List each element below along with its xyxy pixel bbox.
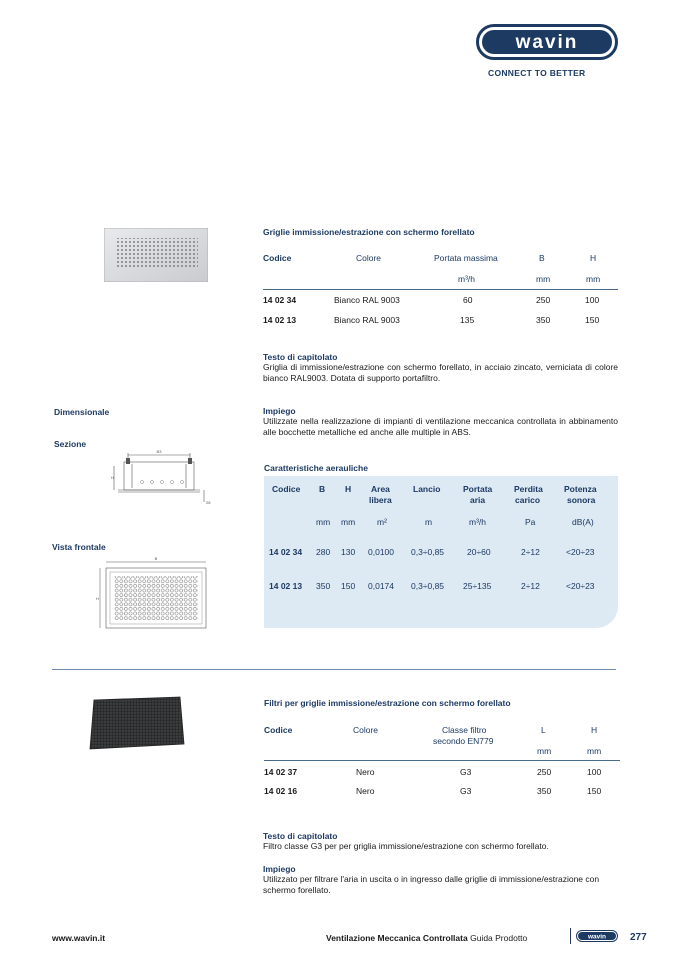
s2-row2-codice: 14 02 16: [264, 786, 298, 796]
aero-r2-lancio: 0,3÷0,85: [411, 581, 445, 591]
logo-text: wavin: [515, 32, 579, 53]
s1-header-h: H: [590, 253, 597, 263]
aero-h-portata-1: Portata: [463, 484, 493, 494]
aero-h-potenza-1: Potenza: [564, 484, 597, 494]
s2-row1-h: 100: [587, 767, 602, 777]
s1-row2-h: 150: [585, 315, 600, 325]
s1-header-b: B: [539, 253, 545, 263]
aero-h-portata-2: aria: [470, 495, 486, 505]
aero-r2-perdita: 2÷12: [521, 581, 540, 591]
s1-row2-codice: 14 02 13: [263, 315, 297, 325]
s2-row2-h: 150: [587, 786, 602, 796]
s2-row1-l: 250: [537, 767, 552, 777]
s1-row2-colore: Bianco RAL 9003: [334, 315, 400, 325]
s1-row1-colore: Bianco RAL 9003: [334, 295, 400, 305]
footer-doc-title: [326, 933, 527, 943]
s1-header-codice: Codice: [263, 253, 292, 263]
aero-r1-portata: 20÷60: [467, 547, 491, 557]
s1-row1-codice: 14 02 34: [263, 295, 297, 305]
label-sezione: Sezione: [54, 439, 87, 449]
aero-u-perdita: Pa: [525, 517, 536, 527]
s2-header-codice: Codice: [264, 725, 293, 735]
aero-h-lancio: Lancio: [413, 484, 441, 494]
footer-divider: [570, 928, 571, 944]
aero-r2-b: 350: [316, 581, 331, 591]
s1-row2-b: 350: [536, 315, 551, 325]
section-drawing: [108, 450, 214, 508]
aero-u-portata: m³/h: [469, 517, 486, 527]
footer-wavin-logo: [576, 930, 618, 942]
s1-unit-h: mm: [586, 274, 601, 284]
aero-h-codice: Codice: [272, 484, 301, 494]
s2-table-rule: [264, 760, 620, 761]
aero-h-potenza-2: sonora: [567, 495, 596, 505]
aero-u-area: m²: [377, 517, 387, 527]
section1-title: Griglie immissione/estrazione con schermo forellato: [263, 227, 475, 237]
s1-header-portata: Portata massima: [434, 253, 498, 263]
aero-h-area-1: Area: [371, 484, 390, 494]
grille-photo: [104, 228, 208, 282]
s1-header-colore: Colore: [356, 253, 382, 263]
page-number: 277: [630, 932, 647, 943]
dim-front-height-label: H: [96, 596, 99, 601]
footer-logo-text: wavin: [587, 933, 607, 941]
s1-table-rule: [263, 289, 618, 290]
s1-row1-b: 250: [536, 295, 551, 305]
s1-row1-portata: 60: [463, 295, 473, 305]
aero-h-perdita-1: Perdita: [514, 484, 543, 494]
s2-impiego-label: Impiego: [263, 864, 296, 874]
aero-r1-b: 280: [316, 547, 331, 557]
wavin-logo: [476, 24, 618, 60]
aero-r2-potenza: <20÷23: [566, 581, 595, 591]
aero-r1-h: 130: [341, 547, 356, 557]
s2-row2-colore: Nero: [356, 786, 375, 796]
aero-u-h: mm: [341, 517, 356, 527]
s2-header-h: H: [591, 725, 598, 735]
filter-photo: [86, 694, 186, 752]
aero-h-b: B: [319, 484, 326, 494]
s2-header-colore: Colore: [353, 725, 379, 735]
aero-r1-codice: 14 02 34: [269, 547, 303, 557]
section2-title: Filtri per griglie immissione/estrazione con schermo forellato: [264, 698, 511, 708]
s1-unit-portata: m³/h: [458, 274, 475, 284]
dim-depth-label: 28: [206, 500, 211, 505]
tagline: CONNECT TO BETTER: [488, 68, 586, 78]
s2-row1-codice: 14 02 37: [264, 767, 298, 777]
aero-title: Caratteristiche aerauliche: [264, 463, 368, 473]
front-view-drawing: [96, 556, 212, 632]
s2-row1-classe: G3: [460, 767, 472, 777]
s1-unit-b: mm: [536, 274, 551, 284]
s2-header-classe-2: secondo EN779: [433, 736, 494, 746]
aero-r1-lancio: 0,3÷0,85: [411, 547, 445, 557]
aero-h-perdita-2: carico: [515, 495, 541, 505]
s2-testo-text: Filtro classe G3 per per griglia immissione/estrazione con schermo forellato.: [263, 841, 549, 851]
s2-unit-h: mm: [587, 746, 602, 756]
aero-r2-codice: 14 02 13: [269, 581, 303, 591]
aero-h-h: H: [345, 484, 352, 494]
aero-r2-h: 150: [341, 581, 356, 591]
aero-u-b: mm: [316, 517, 331, 527]
s1-testo-label: Testo di capitolato: [263, 352, 338, 362]
aero-r1-area: 0,0100: [368, 547, 394, 557]
aero-u-lancio: m: [425, 517, 433, 527]
footer-website[interactable]: www.wavin.it: [52, 933, 106, 943]
s2-header-l: L: [541, 725, 546, 735]
s1-row1-h: 100: [585, 295, 600, 305]
s2-row2-classe: G3: [460, 786, 472, 796]
footer-doc-subtitle: Guida Prodotto: [470, 933, 528, 943]
dim-width-label: B3: [156, 450, 162, 454]
s2-impiego-text: Utilizzato per filtrare l'aria in uscita o in ingresso dalle griglie di immissione/estrazione con schermo forellato.: [263, 874, 600, 895]
s2-row1-colore: Nero: [356, 767, 375, 777]
label-dimensionale: Dimensionale: [54, 407, 110, 417]
s1-row2-portata: 135: [460, 315, 475, 325]
aero-r1-potenza: <20÷23: [566, 547, 595, 557]
s2-unit-l: mm: [537, 746, 552, 756]
s2-header-classe-1: Classe filtro: [442, 725, 487, 735]
s1-testo-text: Griglia di immissione/estrazione con schermo forellato, in acciaio zincato, verniciata di colore bianco RAL9003. Dotata di supporto portafiltro.: [263, 362, 618, 383]
aero-h-area-2: libera: [369, 495, 392, 505]
s2-testo-label: Testo di capitolato: [263, 831, 338, 841]
section-divider: [52, 669, 616, 670]
s1-impiego-text: Utilizzate nella realizzazione di impianti di ventilazione meccanica controllata in abbinamento alle bocchette metalliche ed anche alle multiple in ABS.: [263, 416, 618, 437]
aero-u-potenza: dB(A): [572, 517, 594, 527]
aero-r1-perdita: 2÷12: [521, 547, 540, 557]
s2-row2-l: 350: [537, 786, 552, 796]
aero-r2-area: 0,0174: [368, 581, 394, 591]
label-vista-frontale: Vista frontale: [52, 542, 106, 552]
dim-front-width-label: B: [154, 556, 158, 561]
aero-r2-portata: 25÷135: [463, 581, 492, 591]
s1-impiego-label: Impiego: [263, 406, 296, 416]
dim-height-label: H: [111, 475, 114, 480]
footer-doc-name: Ventilazione Meccanica Controllata: [326, 933, 468, 943]
